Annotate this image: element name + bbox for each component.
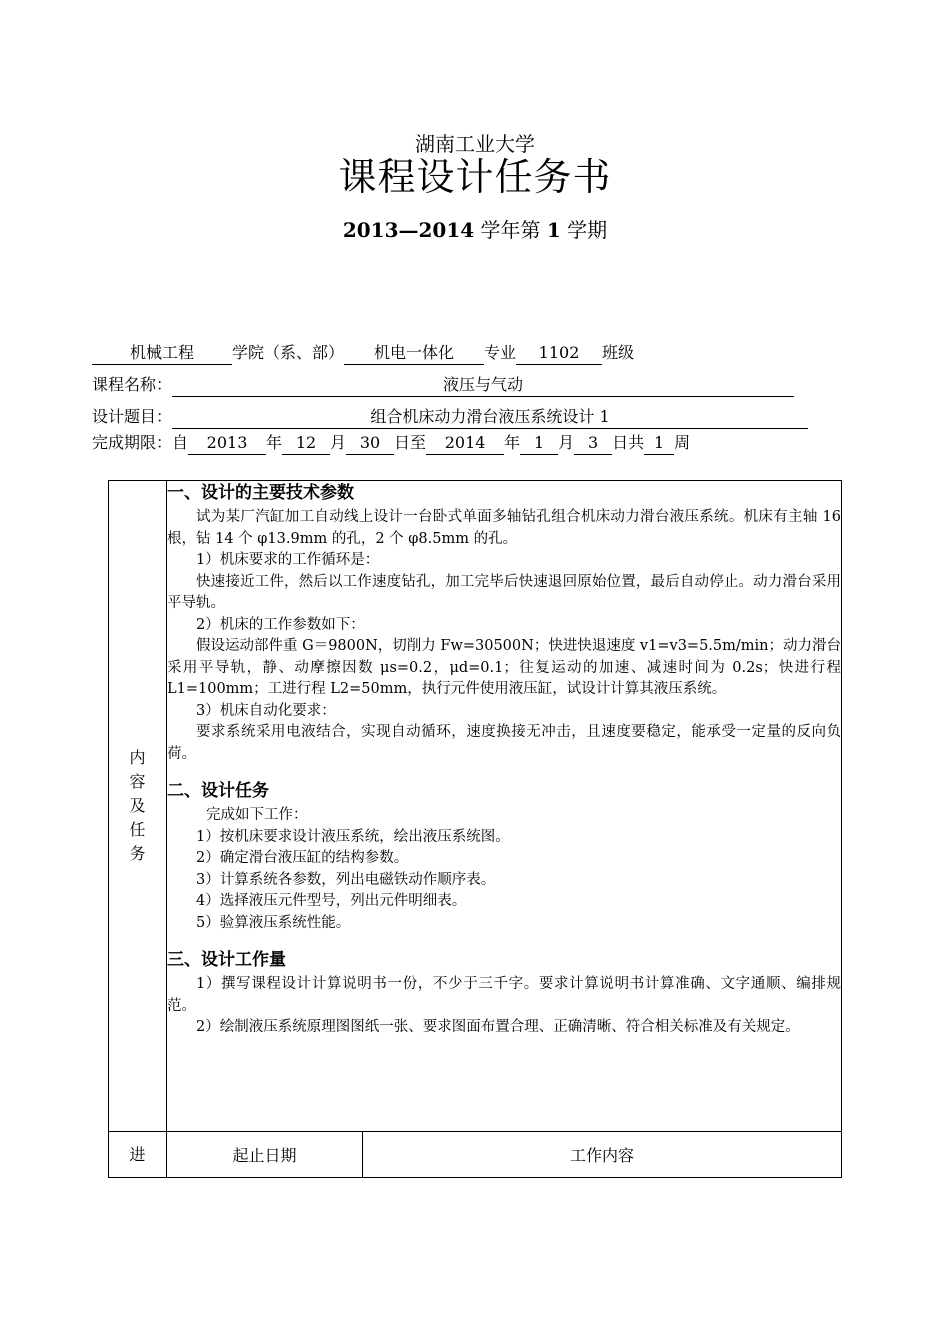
start-year: 2013: [188, 432, 266, 455]
paragraph: 快速接近工件，然后以工作速度钻孔，加工完毕后快速退回原始位置，最后自动停止。动力滑台采用平导轨。: [167, 573, 841, 611]
dates-column-header: 起止日期: [167, 1132, 363, 1178]
start-month: 12: [282, 432, 330, 455]
work-column-header: 工作内容: [363, 1132, 842, 1178]
university-name: 湖南工业大学: [415, 132, 535, 156]
term-text: 学年第: [474, 218, 547, 242]
progress-side-label: 进: [109, 1132, 167, 1178]
topic-line: [92, 406, 808, 429]
year-unit: 年: [504, 433, 521, 452]
paragraph: 完成如下工作：: [206, 807, 308, 823]
class-value: 1102: [516, 342, 602, 365]
list-item: 1）按机床要求设计液压系统，绘出液压系统图。: [196, 828, 510, 845]
period-label: 完成期限：自: [92, 433, 189, 452]
document-title: 课程设计任务书: [338, 155, 612, 199]
major-suffix: 专业: [484, 343, 517, 362]
section-title: 一、设计的主要技术参数: [167, 483, 354, 503]
paragraph: 假设运动部件重 G＝9800N，切削力 Fw=30500N；快进快退速度 v1=v3=5.5m/min；动力滑台采用平导轨，静、动摩擦因数 μs=0.2，μd=0.1；往复运动的加速、减速时间为 0.2s；快进行程 L1=100mm；工进行程 L2=50mm，执行元件使用液压缸，试设计计算其液压系统。: [167, 638, 841, 697]
topic-value: 组合机床动力滑台液压系统设计 1: [172, 406, 808, 429]
course-value: 液压与气动: [172, 374, 794, 397]
side-char: 务: [129, 844, 146, 863]
academic-term: [0, 214, 950, 243]
content-side-label: [109, 481, 167, 1132]
list-item: 3）计算系统各参数，列出电磁铁动作顺序表。: [196, 871, 496, 888]
college-value: 机械工程: [92, 342, 232, 365]
paragraph: 试为某厂汽缸加工自动线上设计一台卧式单面多轴钻孔组合机床动力滑台液压系统。机床有主轴 16 根，钻 14 个 φ13.9mm 的孔，2 个 φ8.5mm 的孔。: [167, 509, 841, 547]
term-number: 1: [546, 218, 561, 242]
list-item: 4）选择液压元件型号，列出元件明细表。: [196, 893, 467, 909]
end-month: 1: [520, 432, 558, 455]
side-char: 容: [129, 772, 146, 791]
college-line: [92, 342, 634, 365]
period-line: [92, 432, 690, 455]
start-day: 30: [346, 432, 394, 455]
paragraph-heading: 3）机床自动化要求：: [196, 702, 336, 719]
paragraph: 要求系统采用电液结合，实现自动循环，速度换接无冲击，且速度要稳定，能承受一定量的反向负荷。: [167, 724, 841, 762]
content-cell: [167, 481, 842, 1132]
task-table: [108, 480, 842, 1178]
year-unit: 年: [266, 433, 283, 452]
course-label: 课程名称：: [92, 375, 173, 394]
major-value: 机电一体化: [344, 342, 484, 365]
class-suffix: 班级: [602, 343, 635, 362]
total-label: 日共: [612, 433, 645, 452]
college-suffix: 学院（系、部）: [232, 343, 345, 362]
week-unit: 周: [674, 433, 691, 452]
end-year: 2014: [426, 432, 504, 455]
section-title: 二、设计任务: [167, 781, 269, 801]
weeks-value: 1: [644, 432, 674, 455]
month-unit: 月: [330, 433, 347, 452]
end-day: 3: [574, 432, 612, 455]
term-suffix: 学期: [560, 218, 608, 242]
month-unit: 月: [558, 433, 575, 452]
to-label: 日至: [394, 433, 427, 452]
side-char: 及: [129, 796, 146, 815]
paragraph: 2）绘制液压系统原理图图纸一张、要求图面布置合理、正确清晰、符合相关标准及有关规定。: [196, 1019, 800, 1035]
section-title: 三、设计工作量: [167, 950, 286, 970]
paragraph-heading: 2）机床的工作参数如下：: [196, 616, 365, 633]
paragraph: 1）撰写课程设计计算说明书一份，不少于三千字。要求计算说明书计算准确、文字通顺、编排规范。: [167, 976, 841, 1014]
list-item: 2）确定滑台液压缸的结构参数。: [196, 850, 409, 866]
list-item: 5）验算液压系统性能。: [196, 914, 351, 931]
term-years: 2013—2014: [342, 218, 475, 242]
topic-label: 设计题目：: [92, 407, 173, 426]
paragraph-heading: 1）机床要求的工作循环是：: [196, 552, 380, 568]
side-char: 内: [129, 748, 146, 767]
course-line: [92, 374, 794, 397]
side-char: 任: [129, 820, 146, 839]
